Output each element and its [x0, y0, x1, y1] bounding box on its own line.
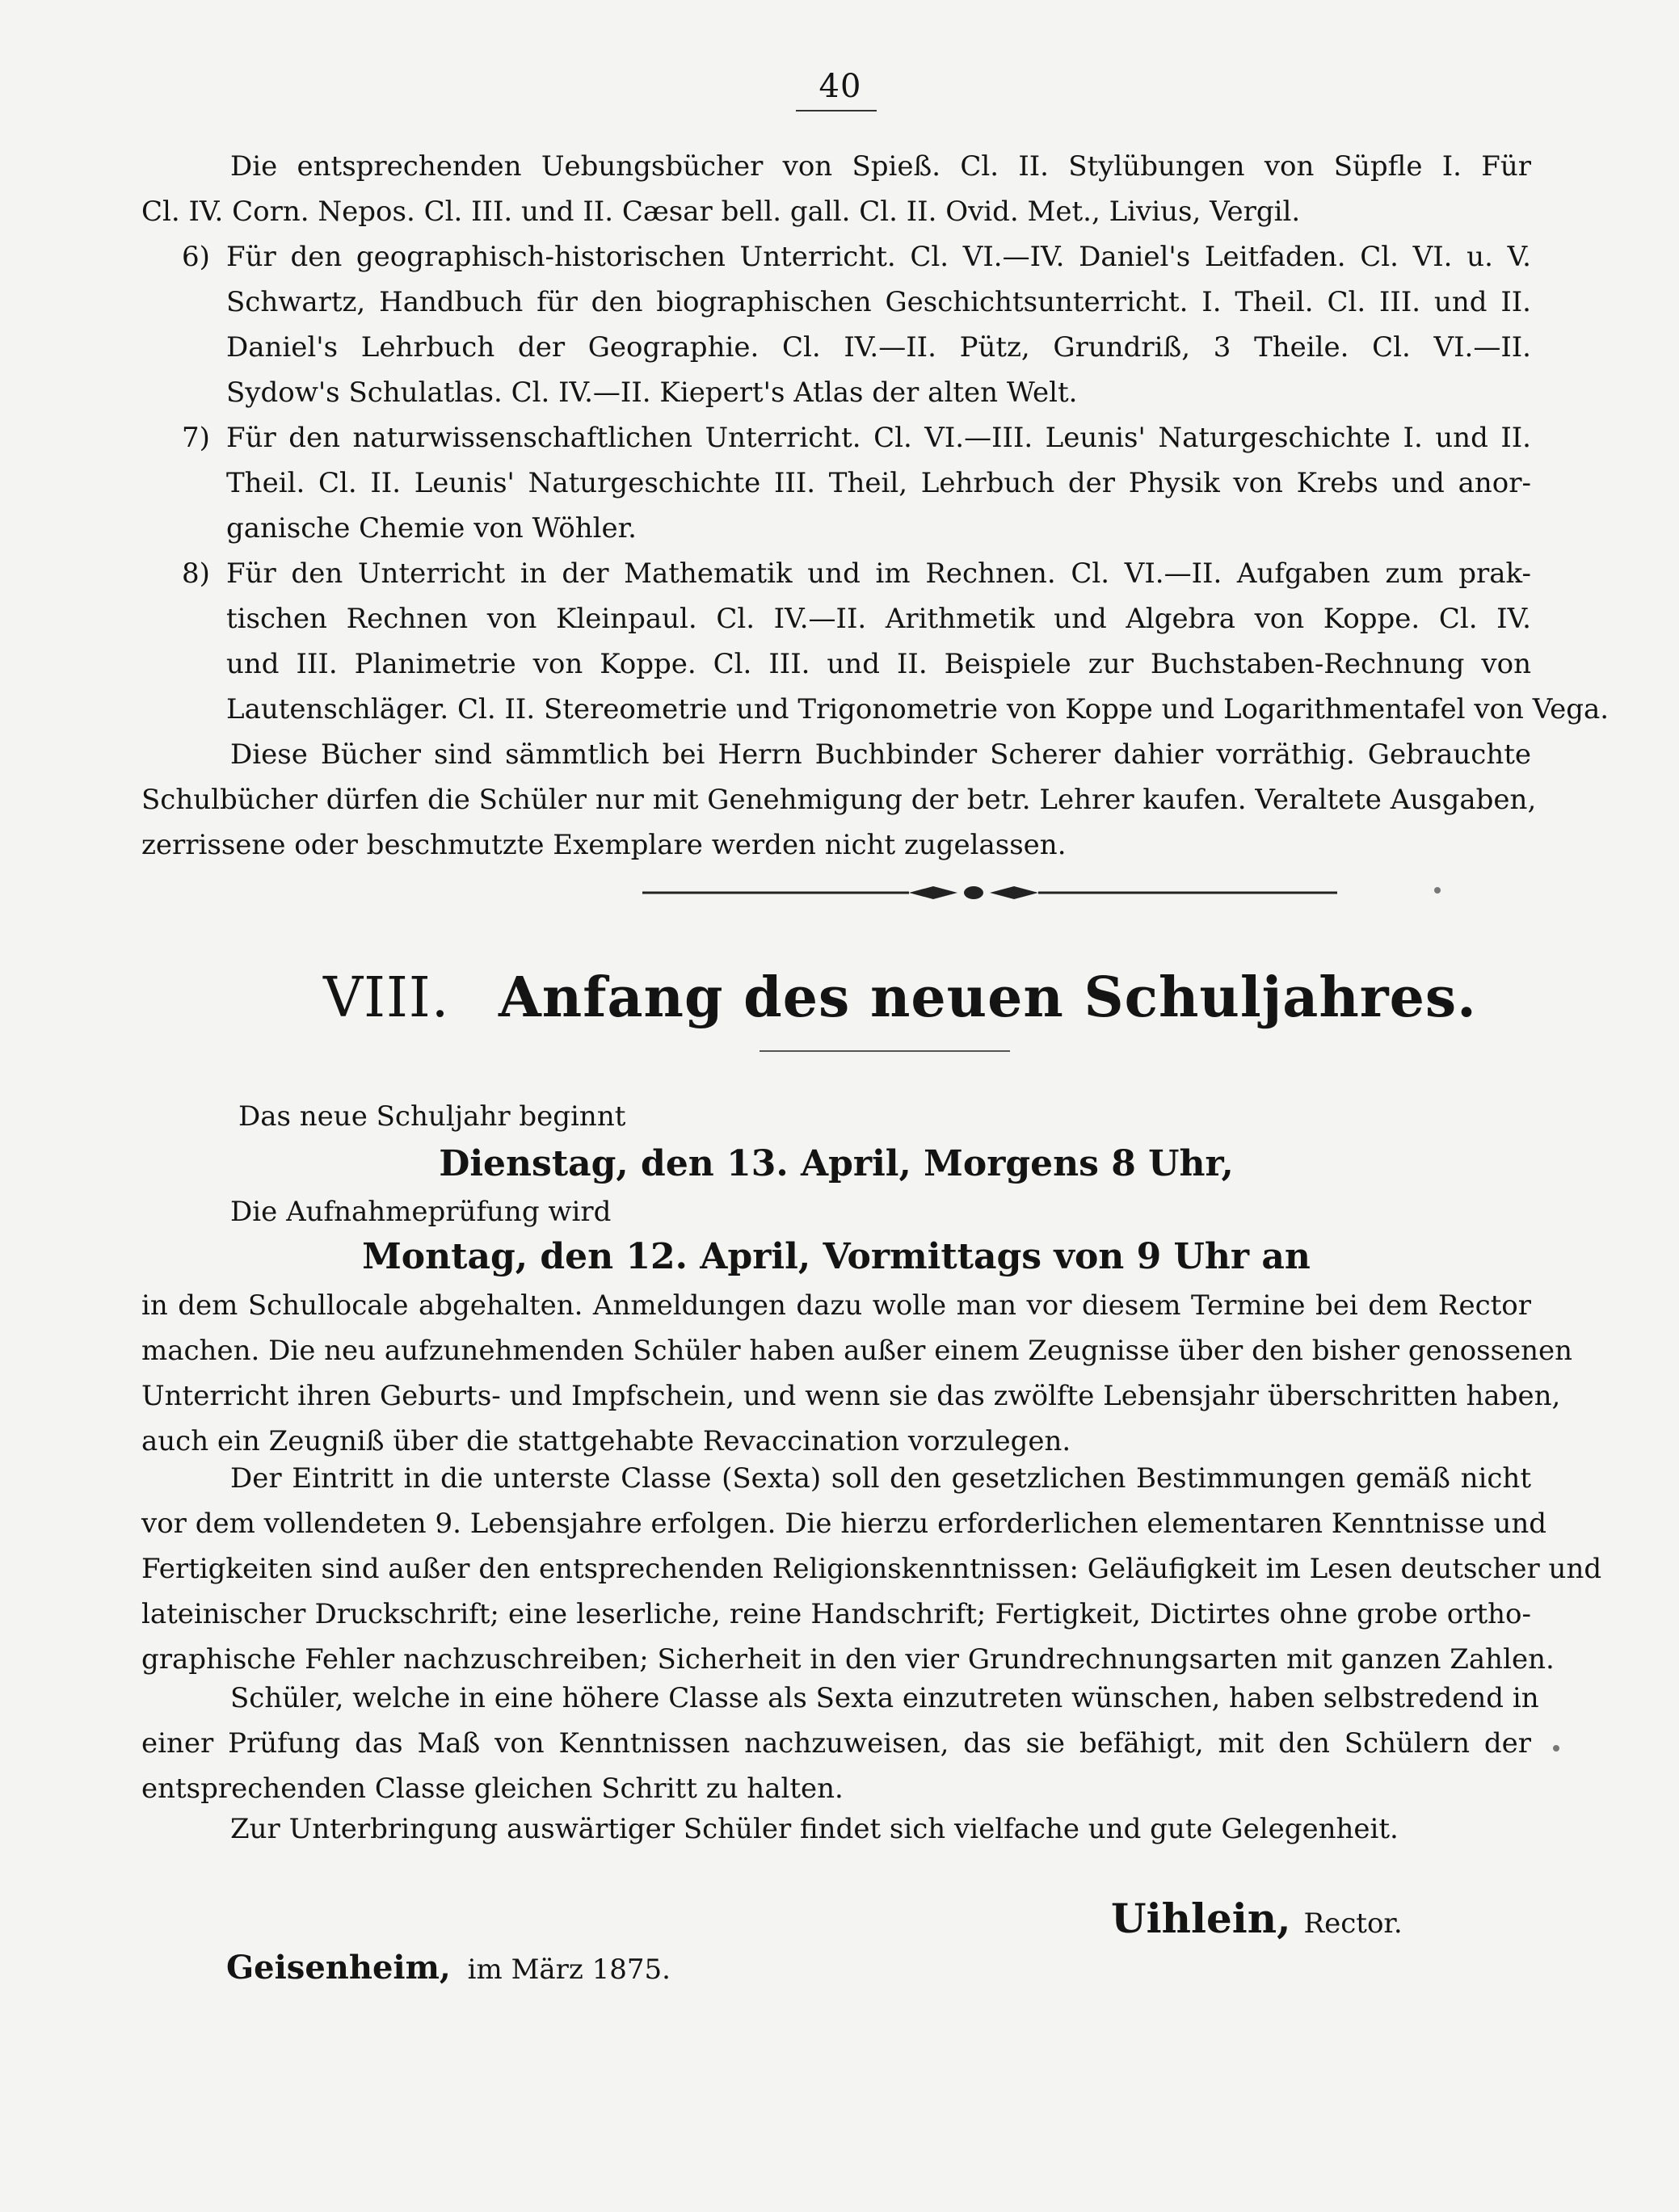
- text-line: Der Eintritt in die unterste Classe (Sexta) soll den gesetzlichen Bestimmungen gemäß nicht: [230, 1462, 1531, 1495]
- text-line: Sydow's Schulatlas. Cl. IV.—II. Kiepert's Atlas der alten Welt.: [226, 376, 1078, 409]
- item-number: 6): [182, 241, 210, 273]
- start-intro: Das neue Schuljahr beginnt: [238, 1100, 626, 1133]
- item-number: 8): [182, 557, 210, 590]
- text-line: Schulbücher dürfen die Schüler nur mit Genehmigung der betr. Lehrer kaufen. Veraltete Ausgaben,: [141, 784, 1537, 816]
- text-line: [141, 551, 1531, 596]
- item-text: Für den Unterricht in der Mathematik und im Rechnen. Cl. VI.—II. Aufgaben zum prak-: [226, 557, 1531, 590]
- entry-requirements-paragraph: [141, 1456, 1602, 1682]
- books-note: [141, 732, 1537, 868]
- text-line: Schüler, welche in eine höhere Classe als Sexta einzutreten wünschen, haben selbstredend in: [230, 1682, 1539, 1714]
- start-date: Dienstag, den 13. April, Morgens 8 Uhr,: [439, 1143, 1234, 1184]
- text-line: Fertigkeiten sind außer den entsprechenden Religionskenntnissen: Geläufigkeit im Lesen deutscher und: [141, 1553, 1602, 1585]
- text-line: Zur Unterbringung auswärtiger Schüler findet sich vielfache und gute Gelegenheit.: [230, 1813, 1399, 1845]
- page-number-rule: [796, 110, 877, 111]
- languages-continuation: [141, 144, 1531, 234]
- text-line: Unterricht ihren Geburts- und Impfschein, und wenn sie das zwölfte Lebensjahr überschritten haben,: [141, 1380, 1561, 1412]
- text-line: machen. Die neu aufzunehmenden Schüler haben außer einem Zeugnisse über den bisher genossenen: [141, 1335, 1573, 1367]
- text-line: [141, 234, 1531, 280]
- section-heading: [323, 965, 1477, 1030]
- text-line: in dem Schullocale abgehalten. Anmeldungen dazu wolle man vor diesem Termine bei dem Rector: [141, 1289, 1531, 1322]
- text-line: zerrissene oder beschmutzte Exemplare werden nicht zugelassen.: [141, 829, 1067, 861]
- exam-intro: Die Aufnahmeprüfung wird: [230, 1196, 612, 1228]
- section-numeral: VIII.: [323, 966, 450, 1030]
- document-date: im März 1875.: [467, 1953, 671, 1986]
- item-text: Für den naturwissenschaftlichen Unterricht. Cl. VI.—III. Leunis' Naturgeschichte I. und II.: [226, 422, 1531, 454]
- text-line: und III. Planimetrie von Koppe. Cl. III. und II. Beispiele zur Buchstaben-Rechnung von: [226, 648, 1531, 680]
- text-line: Diese Bücher sind sämmtlich bei Herrn Buchbinder Scherer dahier vorräthig. Gebrauchte: [230, 738, 1531, 771]
- text-line: Lautenschläger. Cl. II. Stereometrie und Trigonometrie von Koppe und Logarithmentafel von Vega.: [226, 693, 1610, 725]
- ornament-divider: [642, 881, 1337, 905]
- section-title: Anfang des neuen Schuljahres.: [499, 965, 1477, 1030]
- text-line: entsprechenden Classe gleichen Schritt zu halten.: [141, 1773, 844, 1805]
- heading-rule: [760, 1050, 1010, 1052]
- text-line: Cl. IV. Corn. Nepos. Cl. III. und II. Cæsar bell. gall. Cl. II. Ovid. Met., Livius, Vergil.: [141, 196, 1301, 228]
- list-item-geography-history: [141, 234, 1531, 415]
- higher-class-paragraph: [141, 1676, 1539, 1811]
- text-line: Theil. Cl. II. Leunis' Naturgeschichte III. Theil, Lehrbuch der Physik von Krebs und anor-: [226, 467, 1531, 499]
- text-line: auch ein Zeugniß über die stattgehabte Revaccination vorzulegen.: [141, 1425, 1071, 1457]
- exam-date: Montag, den 12. April, Vormittags von 9 Uhr an: [362, 1236, 1311, 1277]
- text-line: vor dem vollendeten 9. Lebensjahre erfolgen. Die hierzu erforderlichen elementaren Kenntnisse und: [141, 1508, 1547, 1540]
- ink-speck: [1434, 887, 1441, 894]
- text-line: lateinischer Druckschrift; eine leserliche, reine Handschrift; Fertigkeit, Dictirtes ohne grobe ortho-: [141, 1598, 1531, 1630]
- signature: [1111, 1894, 1403, 1942]
- item-number: 7): [182, 422, 210, 454]
- text-line: einer Prüfung das Maß von Kenntnissen nachzuweisen, das sie befähigt, mit den Schülern der: [141, 1727, 1531, 1760]
- lodging-paragraph: [141, 1806, 1531, 1852]
- text-line: [141, 415, 1531, 460]
- list-item-natural-science: [141, 415, 1531, 551]
- registration-paragraph: [141, 1283, 1573, 1464]
- text-line: ganische Chemie von Wöhler.: [226, 512, 637, 545]
- page-number: 40: [818, 68, 862, 105]
- text-line: tischen Rechnen von Kleinpaul. Cl. IV.—II. Arithmetik und Algebra von Koppe. Cl. IV.: [226, 603, 1531, 635]
- signature-name: Uihlein,: [1111, 1894, 1291, 1942]
- item-text: Für den geographisch-historischen Unterricht. Cl. VI.—IV. Daniel's Leitfaden. Cl. VI. u. V.: [226, 241, 1531, 273]
- place-date: [226, 1949, 671, 1987]
- signature-role: Rector.: [1303, 1907, 1403, 1940]
- text-line: graphische Fehler nachzuschreiben; Sicherheit in den vier Grundrechnungsarten mit ganzen Zahlen.: [141, 1643, 1555, 1676]
- text-line: Schwartz, Handbuch für den biographischen Geschichtsunterricht. I. Theil. Cl. III. und II.: [226, 286, 1531, 318]
- ink-speck: [1553, 1745, 1559, 1752]
- text-line: Die entsprechenden Uebungsbücher von Spieß. Cl. II. Stylübungen von Süpfle I. Für: [230, 150, 1531, 183]
- place-name: Geisenheim,: [226, 1949, 451, 1987]
- text-line: Daniel's Lehrbuch der Geographie. Cl. IV.—II. Pütz, Grundriß, 3 Theile. Cl. VI.—II.: [226, 331, 1531, 364]
- list-item-mathematics: [141, 551, 1610, 732]
